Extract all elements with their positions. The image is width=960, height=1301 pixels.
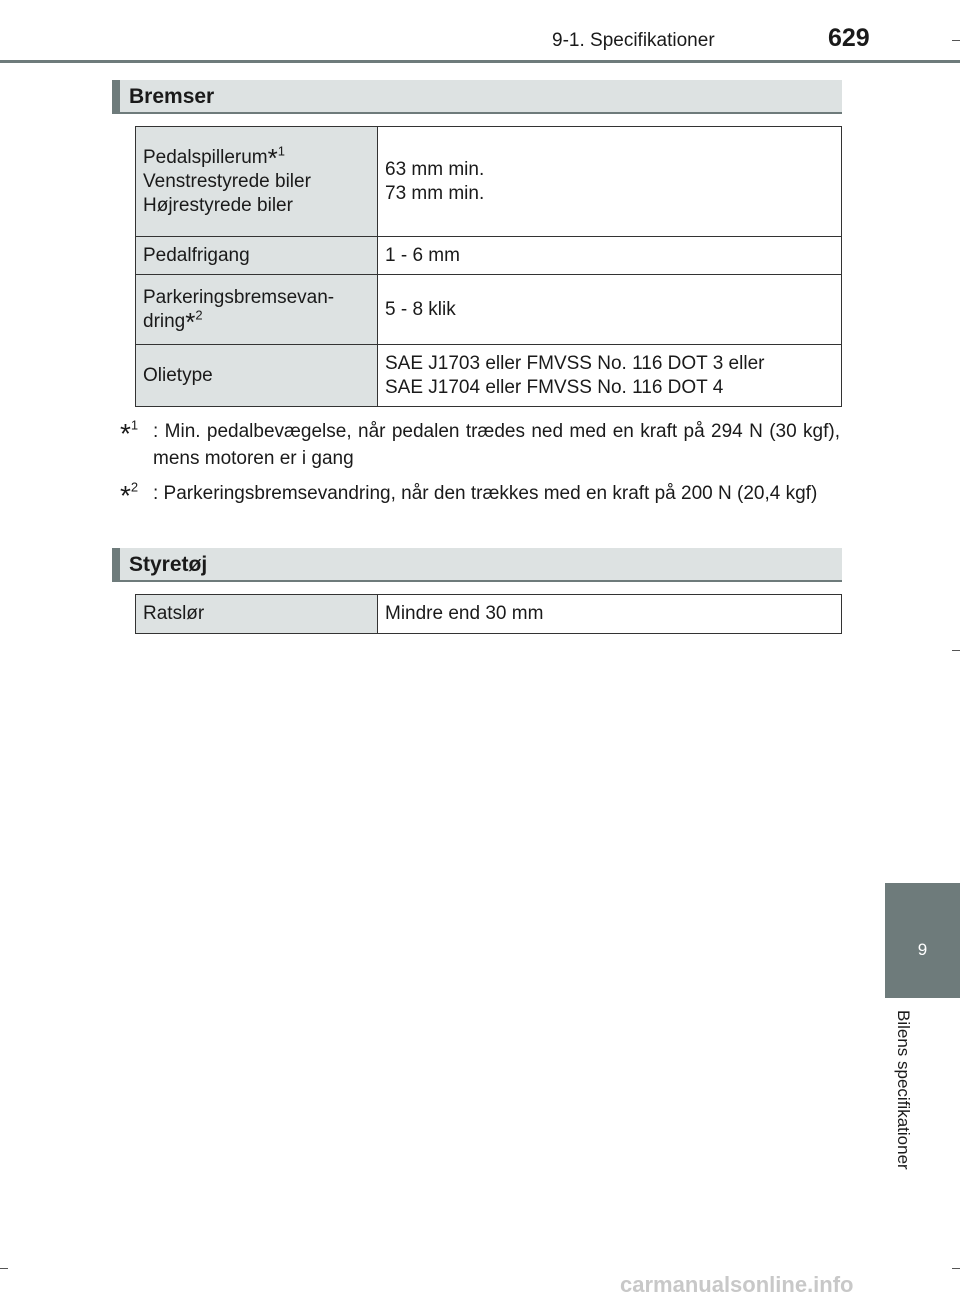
footnote-star: * — [267, 142, 278, 173]
footnote — [120, 479, 840, 511]
row-value: 73 mm min. — [385, 182, 485, 204]
footnote-text: : Parkeringsbremsevandring, når den trækkes med en kraft på 200 N (20,4 kgf) — [153, 483, 818, 504]
section-bar-steering — [112, 548, 842, 582]
crop-mark — [952, 650, 960, 651]
section-title: Bremser — [129, 85, 215, 108]
footnote-text: : Min. pedalbevægelse, når pedalen trædes ned med en kraft på 294 N (30 kgf), mens motoren er i gang — [153, 421, 840, 469]
footnote-marker: *$^1$ — [120, 417, 139, 449]
row-value: SAE J1704 eller FMVSS No. 116 DOT 4 — [385, 376, 724, 398]
row-label: Pedalfrigang — [136, 237, 378, 275]
table-row — [136, 275, 842, 345]
section-bar-brakes — [112, 80, 842, 114]
footnote-marker: *$^2$ — [120, 479, 139, 511]
crop-mark — [952, 40, 960, 41]
table-row — [136, 345, 842, 407]
row-value: SAE J1703 eller FMVSS No. 116 DOT 3 eller — [385, 352, 765, 374]
row-label: Pedalspillerum — [143, 146, 268, 168]
page-number: 629 — [828, 24, 870, 52]
row-label: dring — [143, 310, 186, 332]
row-label: Parkeringsbremsevan- — [143, 286, 335, 308]
steering-spec-table — [135, 594, 842, 634]
footnote-ref: 1 — [277, 143, 285, 159]
table-row — [136, 595, 842, 634]
footnote — [120, 418, 840, 472]
row-label: Ratslør — [136, 595, 378, 634]
table-value-cell — [378, 345, 842, 407]
table-row — [136, 237, 842, 275]
row-sublabel: Højrestyrede biler — [143, 194, 293, 216]
watermark: carmanualsonline.info — [620, 1272, 854, 1297]
chapter-label: Bilens specifikationer — [894, 1010, 913, 1170]
row-value: 63 mm min. — [385, 158, 485, 180]
chapter-tab — [885, 883, 960, 998]
crop-mark — [952, 1268, 960, 1269]
row-label: Olietype — [136, 345, 378, 407]
crop-mark — [0, 1268, 8, 1269]
footnote-star: * — [185, 306, 196, 337]
header-rule — [0, 60, 960, 63]
table-row — [136, 127, 842, 237]
row-sublabel: Venstrestyrede biler — [143, 170, 311, 192]
section-accent — [112, 80, 120, 112]
table-value-cell — [378, 127, 842, 237]
footnote-ref: 2 — [195, 307, 203, 323]
section-title: Styretøj — [129, 553, 208, 576]
section-heading: 9-1. Specifikationer — [552, 30, 715, 51]
table-label-cell — [136, 275, 378, 345]
row-value: 1 - 6 mm — [378, 237, 842, 275]
row-value: 5 - 8 klik — [378, 275, 842, 345]
chapter-number: 9 — [917, 940, 928, 959]
brakes-spec-table — [135, 126, 842, 407]
row-value: Mindre end 30 mm — [378, 595, 842, 634]
section-accent — [112, 548, 120, 580]
table-label-cell — [136, 127, 378, 237]
